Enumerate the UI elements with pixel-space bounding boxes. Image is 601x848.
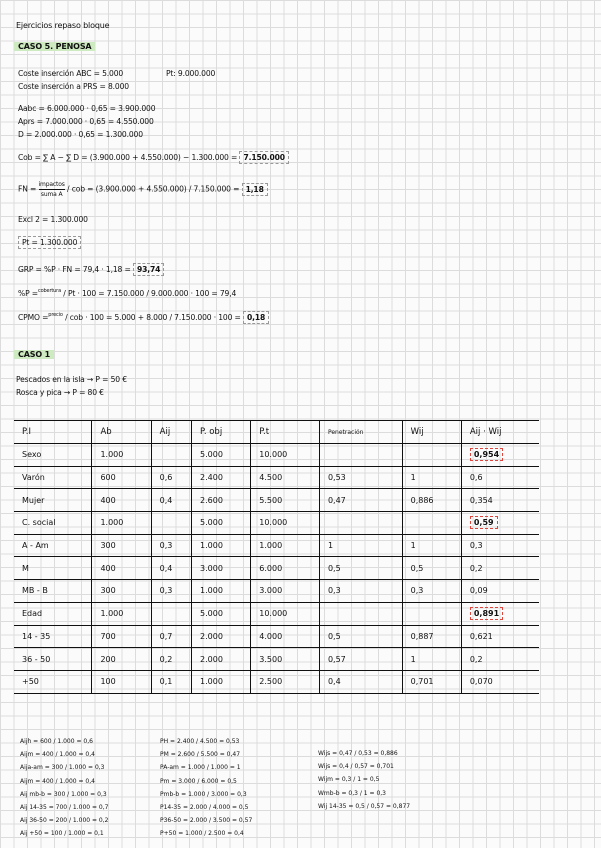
cell-pobj: 5.000 [192, 602, 251, 625]
cell-aij: 0,4 [151, 557, 191, 580]
cell-aij [151, 602, 191, 625]
cell-pobj: 2.600 [192, 489, 251, 512]
cell-penetracion: 0,5 [319, 625, 402, 648]
cell-pobj: 3.000 [192, 557, 251, 580]
cell-aij: 0,1 [151, 670, 191, 693]
cell-ab: 300 [92, 580, 151, 603]
cell-pi: Varón [14, 466, 92, 489]
cell-pt: 2.500 [251, 670, 320, 693]
footer-calc: Aij 14-35 = 700 / 1.000 = 0,7 [20, 804, 109, 811]
cell-ab: 600 [92, 466, 151, 489]
audience-abc: Aabc = 6.000.000 · 0,65 = 3.900.000 [18, 104, 156, 113]
cell-wij: 0,3 [402, 580, 461, 603]
cell-ab: 1.000 [92, 512, 151, 535]
cell-penetracion: 0,53 [319, 466, 402, 489]
cell-pt: 3.000 [251, 580, 320, 603]
cell-pobj: 5.000 [192, 444, 251, 467]
cell-wij [402, 602, 461, 625]
cell-pi: Sexo [14, 444, 92, 467]
table-row [14, 489, 539, 512]
footer-calc: Pm = 3.000 / 6.000 = 0,5 [160, 777, 237, 785]
cell-pi: +50 [14, 670, 92, 693]
case1-line-2: Rosca y pica → P = 80 € [16, 388, 104, 397]
footer-calc: Aijm = 400 / 1.000 = 0,4 [20, 777, 95, 785]
header-pi: P.I [14, 421, 92, 444]
cell-pi: MB - B [14, 580, 92, 603]
cell-aij-wij [461, 444, 539, 467]
cell-aij: 0,6 [151, 466, 191, 489]
case1-title: CASO 1 [14, 350, 54, 359]
cell-wij: 0,887 [402, 625, 461, 648]
page-heading: Ejercicios repaso bloque [16, 21, 110, 30]
cpmo-line: CPMO =$^{precio}$ / cob · 100 = 5.000 + 8.000 / 7.150.000 · 100 = 0,18 [18, 313, 269, 322]
header-aij: Aij [151, 421, 191, 444]
table-row [14, 557, 539, 580]
cell-wij: 1 [402, 466, 461, 489]
footer-calc: Wmb-b = 0,3 / 1 = 0,3 [318, 789, 386, 797]
cell-penetracion: 0,3 [319, 580, 402, 603]
cell-pi: M [14, 557, 92, 580]
cost-abc: Coste inserción ABC = 5.000 [18, 69, 124, 78]
cob-result: 7.150.000 [239, 151, 288, 164]
cell-aij-wij [461, 602, 539, 625]
cell-ab: 400 [92, 489, 151, 512]
cell-aij-wij: 0,070 [461, 670, 539, 693]
cell-pobj: 1.000 [192, 580, 251, 603]
footer-calc: P14-35 = 2.000 / 4.000 = 0,5 [160, 804, 249, 811]
footer-calc: Wijs = 0,47 / 0,53 = 0,886 [318, 750, 398, 757]
table-row [14, 580, 539, 603]
excl-line: Excl 2 = 1.300.000 [18, 215, 88, 224]
footer-calc: P36-50 = 2.000 / 3.500 = 0,57 [160, 817, 253, 825]
cell-aij-wij: 0,6 [461, 466, 539, 489]
fn-result: 1,18 [242, 183, 268, 196]
case5-title: CASO 5. PENOSA [14, 42, 95, 51]
table-row [14, 534, 539, 557]
cell-ab: 400 [92, 557, 151, 580]
cell-aij-wij: 0,354 [461, 489, 539, 512]
cell-pi: C. social [14, 512, 92, 535]
footer-calc: Aij mb-b = 300 / 1.000 = 0,3 [20, 790, 107, 798]
case1-line-1: Pescados en la isla → P = 50 € [16, 375, 127, 384]
cell-aij: 0,2 [151, 648, 191, 671]
grp-line: GRP = %P · FN = 79,4 · 1,18 = 93,74 [18, 265, 164, 274]
cell-pobj: 2.000 [192, 648, 251, 671]
cell-pi: 14 - 35 [14, 625, 92, 648]
cell-wij: 0,886 [402, 489, 461, 512]
cell-aij: 0,4 [151, 489, 191, 512]
footer-calc: Aija-am = 300 / 1.000 = 0,3 [20, 764, 105, 772]
cell-penetracion [319, 444, 402, 467]
cell-ab: 1.000 [92, 444, 151, 467]
cell-aij: 0,7 [151, 625, 191, 648]
cell-pt: 10.000 [251, 512, 320, 535]
cell-pt: 6.000 [251, 557, 320, 580]
table-row [14, 602, 539, 625]
cell-pt: 5.500 [251, 489, 320, 512]
cell-wij: 0,5 [402, 557, 461, 580]
cell-ab: 200 [92, 648, 151, 671]
cell-aij: 0,3 [151, 534, 191, 557]
pt-line: Pt = 1.300.000 [18, 238, 81, 247]
cell-aij-wij: 0,2 [461, 648, 539, 671]
cell-pt: 1.000 [251, 534, 320, 557]
cell-penetracion: 0,5 [319, 557, 402, 580]
grp-result: 93,74 [133, 263, 164, 276]
audience-prs: Aprs = 7.000.000 · 0,65 = 4.550.000 [18, 117, 154, 126]
footer-calc: Aij 36-50 = 200 / 1.000 = 0,2 [20, 817, 109, 825]
boxed-total: 0,891 [470, 607, 503, 620]
coverage-line: %P =$^{cobertura}$ / Pt · 100 = 7.150.000 / 9.000.000 · 100 = 79,4 [18, 288, 237, 298]
cell-wij: 0,701 [402, 670, 461, 693]
cell-wij: 1 [402, 534, 461, 557]
footer-calc: Aijh = 600 / 1.000 = 0,6 [20, 738, 93, 745]
cpmo-result: 0,18 [243, 311, 269, 324]
cell-aij [151, 512, 191, 535]
footer-calc: Wij 14-35 = 0,5 / 0,57 = 0,877 [318, 802, 411, 810]
cost-prs: Coste inserción a PRS = 8.000 [18, 82, 129, 91]
cell-ab: 300 [92, 534, 151, 557]
cell-aij: 0,3 [151, 580, 191, 603]
cell-aij-wij: 0,09 [461, 580, 539, 603]
header-penetracion: Penetración [319, 421, 402, 444]
table-row [14, 670, 539, 693]
footer-calc: Wijs = 0,4 / 0,57 = 0,701 [318, 763, 394, 771]
boxed-total: 0,59 [470, 516, 498, 529]
fn-line: FN = impactos suma A / cob = (3.900.000 + 4.550.000) / 7.150.000 = 1,18 [18, 180, 268, 199]
header-aij-wij: Aij · Wij [461, 421, 539, 444]
header-wij: Wij [402, 421, 461, 444]
cob-line: Cob = ∑ A − ∑ D = (3.900.000 + 4.550.000) − 1.300.000 = 7.150.000 [18, 153, 289, 162]
cell-penetracion [319, 602, 402, 625]
footer-calc: Wijm = 0,3 / 1 = 0,5 [318, 776, 380, 784]
header-pobj: P. obj [192, 421, 251, 444]
table-row [14, 466, 539, 489]
footer-calc: PH = 2.400 / 4.500 = 0,53 [160, 738, 240, 745]
header-ab: Ab [92, 421, 151, 444]
cell-pobj: 1.000 [192, 534, 251, 557]
cell-wij [402, 444, 461, 467]
footer-calc: Pmb-b = 1.000 / 3.000 = 0,3 [160, 790, 247, 798]
data-table [14, 420, 539, 694]
cell-ab: 100 [92, 670, 151, 693]
boxed-total: 0,954 [470, 448, 503, 461]
header-pt: P.t [251, 421, 320, 444]
footer-calc: Aijm = 400 / 1.000 = 0,4 [20, 751, 95, 759]
cell-pobj: 1.000 [192, 670, 251, 693]
cell-aij-wij: 0,3 [461, 534, 539, 557]
cell-ab: 700 [92, 625, 151, 648]
cell-penetracion: 1 [319, 534, 402, 557]
cell-pt: 10.000 [251, 602, 320, 625]
cell-pt: 4.500 [251, 466, 320, 489]
cell-penetracion [319, 512, 402, 535]
table-row [14, 648, 539, 671]
cell-pi: Edad [14, 602, 92, 625]
duplication: D = 2.000.000 · 0,65 = 1.300.000 [18, 130, 143, 139]
cell-wij: 1 [402, 648, 461, 671]
footer-calc: PM = 2.600 / 5.500 = 0,47 [160, 751, 241, 759]
cell-aij-wij [461, 512, 539, 535]
cell-pi: Mujer [14, 489, 92, 512]
cell-pt: 4.000 [251, 625, 320, 648]
pt-value: Pt: 9.000.000 [166, 69, 216, 78]
table-header-row [14, 421, 539, 444]
cell-pt: 3.500 [251, 648, 320, 671]
cell-pobj: 2.400 [192, 466, 251, 489]
footer-calc: P+50 = 1.000 / 2.500 = 0,4 [160, 830, 244, 838]
cell-penetracion: 0,4 [319, 670, 402, 693]
footer-calc: Aij +50 = 100 / 1.000 = 0,1 [20, 830, 104, 838]
cell-aij-wij: 0,621 [461, 625, 539, 648]
cell-pi: 36 - 50 [14, 648, 92, 671]
cell-pobj: 2.000 [192, 625, 251, 648]
cell-aij [151, 444, 191, 467]
cell-ab: 1.000 [92, 602, 151, 625]
table-row [14, 625, 539, 648]
cell-pobj: 5.000 [192, 512, 251, 535]
cell-aij-wij: 0,2 [461, 557, 539, 580]
cell-wij [402, 512, 461, 535]
cell-penetracion: 0,57 [319, 648, 402, 671]
footer-calc: PA-am = 1.000 / 1.000 = 1 [160, 764, 241, 772]
table-row [14, 512, 539, 535]
cell-pt: 10.000 [251, 444, 320, 467]
table-row [14, 444, 539, 467]
cell-penetracion: 0,47 [319, 489, 402, 512]
cell-pi: A - Am [14, 534, 92, 557]
